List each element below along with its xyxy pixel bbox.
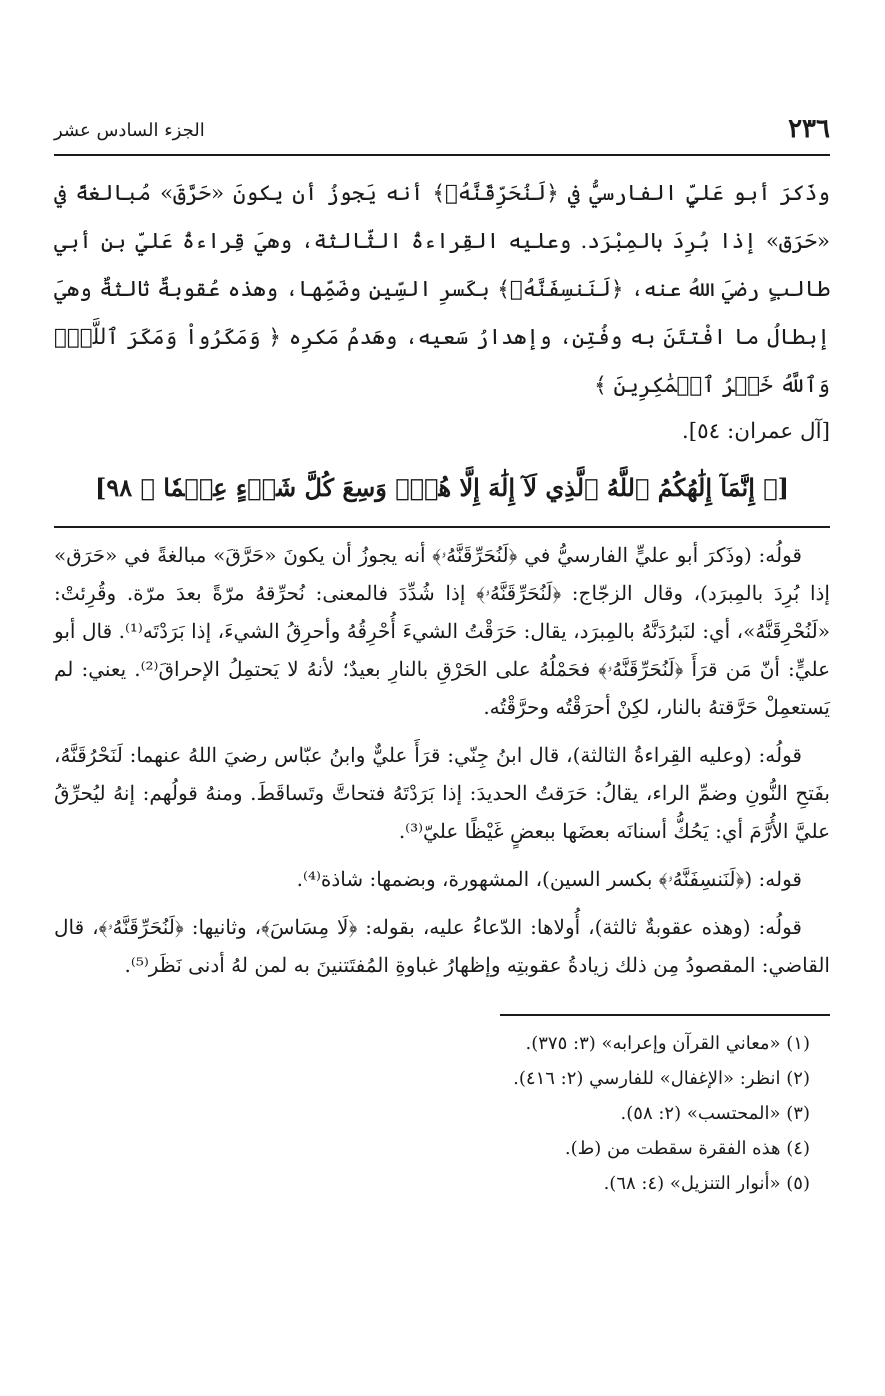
main-paragraph: وذَكرَ أبو عَليٍّ الفارسيُّ في ﴿لَنُحَرِّقَنَّهُۥ﴾ أنه يَجوزُ أن يكونَ «حَرَّقَ» مُبالغةً في «حَرَق» إذا بُرِدَ بالمِبْرَد. وعليه القِراءةُ الثّالثة، وهيَ قِراءةُ عَليِّ بنِ أبي طالبٍ رضيَ اللهُ عنه، ﴿لَنَنسِفَنَّهُۥ﴾ بكَسرِ السِّينِ وضَمِّها، وهذه عُقوبةٌ ثالثةٌ وهيَ إبطالُ ما افْتتَنَ به وفُتِن، وإهدارُ سَعيه، وهَدمُ مَكرِه ﴿ وَمَكَرُواْ وَمَكَرَ ٱللَّهُۖ وَٱللَّهُ خَيۡرُ ٱلۡمَٰكِرِينَ ﴾ <box>54 181 830 398</box>
commentary-paragraph: قوله: (﴿لَنَنسِفَنَّهُۥ﴾ بكسر السين)، المشهورة، وبضمها: شاذة⁽⁴⁾. <box>296 867 802 891</box>
main-text <box>54 170 830 456</box>
footnote: (٤) هذه الفقرة سقطت من (ط). <box>564 1138 810 1159</box>
footnote: (٢) انظر: «الإغفال» للفارسي (٢: ٤١٦). <box>513 1068 810 1089</box>
footnotes <box>54 1026 830 1201</box>
commentary-paragraph: قولُه: (وعليه القِراءةُ الثالثة)، قال ابنُ جِنّي: قرَأَ عليٌّ وابنُ عبّاس رضيَ اللهُ عنهما: لَنَحْرُقَنَّهُ، بفَتحِ النُّونِ وضمِّ الراء، يقالُ: حَرَقتُ الحديدَ: إذا بَرَدْتَهُ فتحاتَّ وتَساقَطَ. ومنهُ قولُهم: إنهُ ليُحرِّقُ عليَّ الأُرَّمَ أي: يَحُكُّ أسنانَه بعضَها ببعضٍ غَيْظًا عليّ⁽³⁾. <box>54 743 830 843</box>
commentary <box>54 536 830 984</box>
quran-verse: [﴿ إِنَّمَآ إِلَٰهُكُمُ ٱللَّهُ ٱلَّذِي لَآ إِلَٰهَ إِلَّا هُوَۚ وَسِعَ كُلَّ شَيۡءٍ عِلۡمٗا ﴾ ٩٨] <box>94 473 790 502</box>
verse-reference: [آل عمران: ٥٤]. <box>681 419 830 444</box>
book-page <box>54 108 830 1201</box>
commentary-paragraph: قولُه: (وذَكرَ أبو عليٍّ الفارسيُّ في ﴿لَنُحَرِّقَنَّهُۥ﴾ أنه يجوزُ أن يكونَ «حَرَّقَ» مبالغةً في «حَرَق» إذا بُرِدَ بالمِبرَد)، وقال الزجّاج: ﴿لَنُحَرِّقَنَّهُۥ﴾ إذا شُدِّدَ فالمعنى: نُحرِّقهُ مرّةً بعدَ مرّة. وقُرِئتْ: «لَنُحْرِقَنَّهُ»، أي: لنَبرُدَنَّهُ بالمِبرَد، يقال: حَرَقْتُ الشيءَ أُحْرِقُهُ وأحرِقُ الشيءَ، إذا بَرَدْتَه⁽¹⁾. قال أبو عليٍّ: أنّ مَن قرَأَ ﴿لَنُحَرِّقَنَّهُۥ﴾ فحَمْلُهُ على الحَرْقِ بالنارِ بعيدٌ؛ لأنهُ لا يَحتمِلُ الإحراقَ⁽²⁾. يعني: لم يَستعمِلْ حَرَّقتهُ بالنار، لكِنْ أحرَقْتُه وحرَّقْتُه. <box>54 543 831 719</box>
footnote: (٥) «أنوار التنزيل» (٤: ٦٨). <box>603 1173 810 1194</box>
page-number: ٢٣٦ <box>788 114 830 144</box>
footnote: (٣) «المحتسب» (٢: ٥٨). <box>620 1103 810 1124</box>
footnote: (١) «معاني القرآن وإعرابه» (٣: ٣٧٥). <box>525 1033 810 1054</box>
page-header <box>54 108 830 156</box>
footnote-rule <box>500 1014 830 1016</box>
part-title: الجزء السادس عشر <box>54 120 205 141</box>
commentary-paragraph: قولُه: (وهذه عقوبةٌ ثالثة)، أُولاها: الدّعاءُ عليه، بقوله: ﴿لَا مِسَاسَ﴾، وثانيها: ﴿لَنُحَرِّقَنَّهُۥ﴾، قال القاضي: المقصودُ مِن ذلك زيادةُ عقوبتِه وإظهارُ غباوةِ المُفتَتنينَ به لمن لهُ أدنى نَظَر⁽⁵⁾. <box>54 915 830 977</box>
section-divider <box>54 526 830 528</box>
